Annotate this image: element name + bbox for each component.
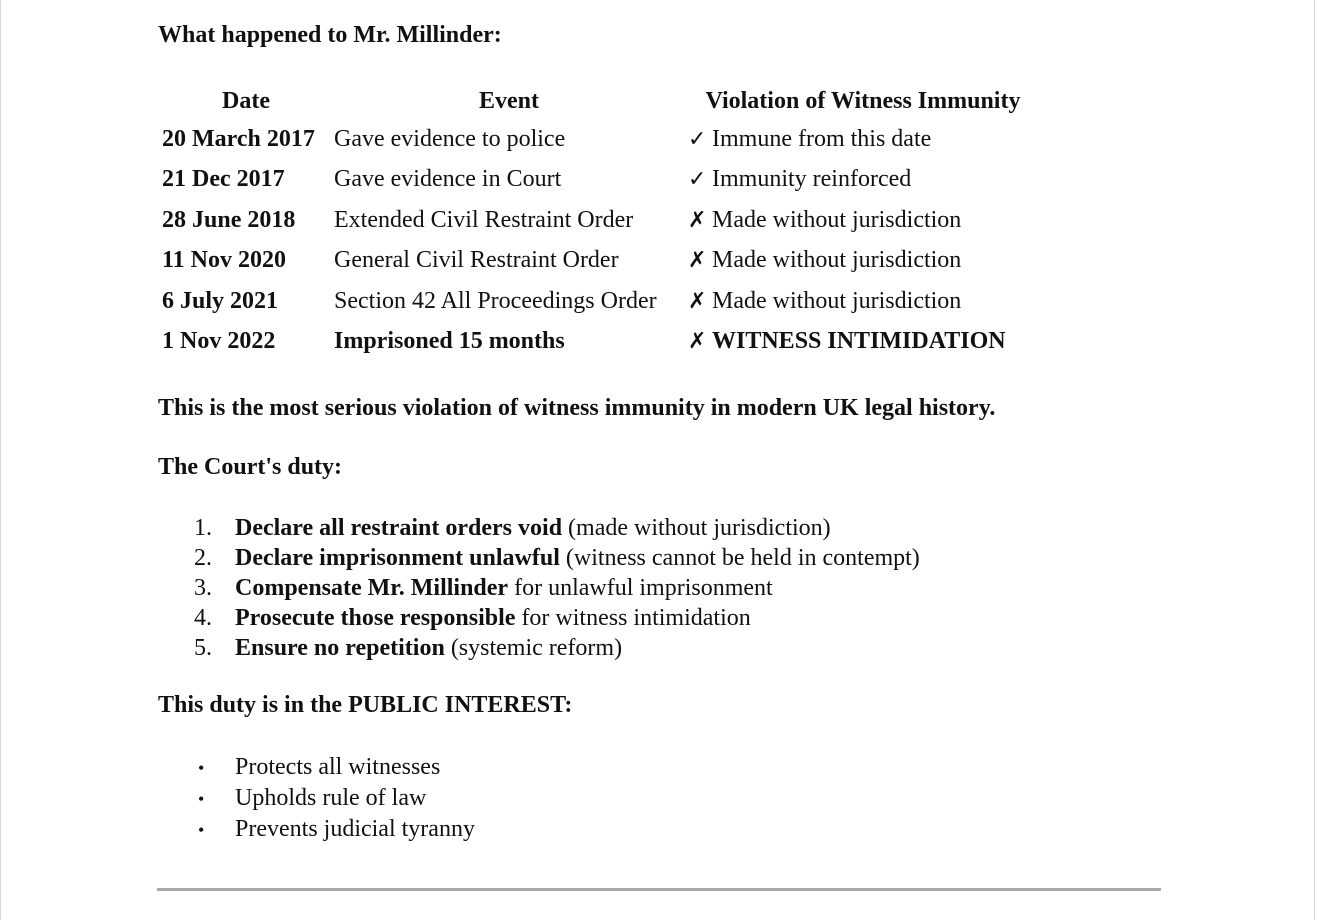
duty-detail: (made without jurisdiction) (562, 515, 831, 541)
section-heading-what-happened: What happened to Mr. Millinder: (158, 22, 502, 48)
violation-cell (686, 281, 1040, 322)
violation-text: Immunity reinforced (712, 166, 912, 193)
table-row (158, 281, 1040, 322)
event-date: 11 Nov 2020 (162, 247, 287, 274)
events-table (158, 83, 1040, 362)
event-description: Imprisoned 15 months (334, 328, 565, 355)
duty-detail: for unlawful imprisonment (508, 575, 773, 601)
cross-mark-icon: ✗ (688, 288, 707, 314)
list-item (194, 603, 920, 633)
event-date: 1 Nov 2022 (162, 328, 276, 355)
violation-cell (686, 160, 1040, 201)
event-date: 20 March 2017 (162, 125, 315, 152)
table-row (158, 119, 1040, 160)
duty-detail: (systemic reform) (444, 635, 623, 661)
table-row (158, 200, 1040, 241)
list-item (194, 633, 920, 663)
cross-mark-icon: ✗ (688, 207, 707, 233)
event-description: Section 42 All Proceedings Order (334, 287, 657, 314)
check-mark-icon: ✓ (688, 167, 707, 193)
duty-detail: (witness cannot be held in contempt) (559, 545, 920, 571)
violation-text: Made without jurisdiction (712, 206, 962, 233)
violation-text: Immune from this date (712, 125, 932, 152)
duty-title: Declare imprisonment unlawful (235, 545, 560, 571)
violation-cell (686, 200, 1040, 241)
violation-text: Made without jurisdiction (712, 287, 962, 314)
list-item (194, 814, 475, 845)
list-number: 4. (194, 605, 212, 631)
list-number: 1. (194, 515, 212, 541)
list-number: 2. (194, 545, 212, 571)
violation-cell (686, 241, 1040, 282)
public-interest-point: Prevents judicial tyranny (235, 816, 475, 842)
violation-cell (686, 119, 1040, 160)
table-row (158, 322, 1040, 363)
list-number: 5. (194, 635, 212, 661)
table-row (158, 241, 1040, 282)
check-mark-icon: ✓ (688, 126, 707, 152)
list-number: 3. (194, 575, 212, 601)
column-header-violation: Violation of Witness Immunity (705, 87, 1021, 114)
public-interest-point: Upholds rule of law (235, 785, 427, 811)
event-date: 21 Dec 2017 (162, 166, 285, 193)
duty-title: Ensure no repetition (235, 635, 445, 661)
event-description: Gave evidence in Court (334, 166, 562, 193)
section-heading-court-duty: The Court's duty: (158, 454, 343, 480)
violation-text: Made without jurisdiction (712, 247, 962, 274)
event-description: Gave evidence to police (334, 125, 566, 152)
column-header-event: Event (479, 87, 539, 114)
horizontal-rule (157, 888, 1161, 891)
violation-text: WITNESS INTIMIDATION (712, 328, 1006, 355)
event-description: General Civil Restraint Order (334, 247, 619, 274)
public-interest-point: Protects all witnesses (235, 754, 441, 780)
list-item (194, 543, 920, 573)
list-item (194, 573, 920, 603)
public-interest-list (194, 752, 475, 845)
event-date: 28 June 2018 (162, 206, 296, 233)
duty-detail: for witness intimidation (515, 605, 751, 631)
bullet-icon: • (198, 789, 205, 809)
column-header-date: Date (222, 87, 270, 114)
table-header-row (158, 83, 1040, 119)
list-item (194, 513, 920, 543)
court-duties-list (194, 513, 920, 663)
statement-text: This is the most serious violation of witness immunity in modern UK legal history. (158, 395, 996, 421)
cross-mark-icon: ✗ (688, 329, 707, 355)
section-heading-public-interest: This duty is in the PUBLIC INTEREST: (158, 692, 573, 718)
duty-title: Declare all restraint orders void (235, 515, 563, 541)
cross-mark-icon: ✗ (688, 248, 707, 274)
bullet-icon: • (198, 820, 205, 840)
duty-title: Compensate Mr. Millinder (235, 575, 509, 601)
event-date: 6 July 2021 (162, 287, 279, 314)
event-description: Extended Civil Restraint Order (334, 206, 634, 233)
bullet-icon: • (198, 758, 205, 778)
duty-title: Prosecute those responsible (235, 605, 516, 631)
list-item (194, 752, 475, 783)
list-item (194, 783, 475, 814)
table-row (158, 160, 1040, 201)
violation-cell (686, 322, 1040, 363)
